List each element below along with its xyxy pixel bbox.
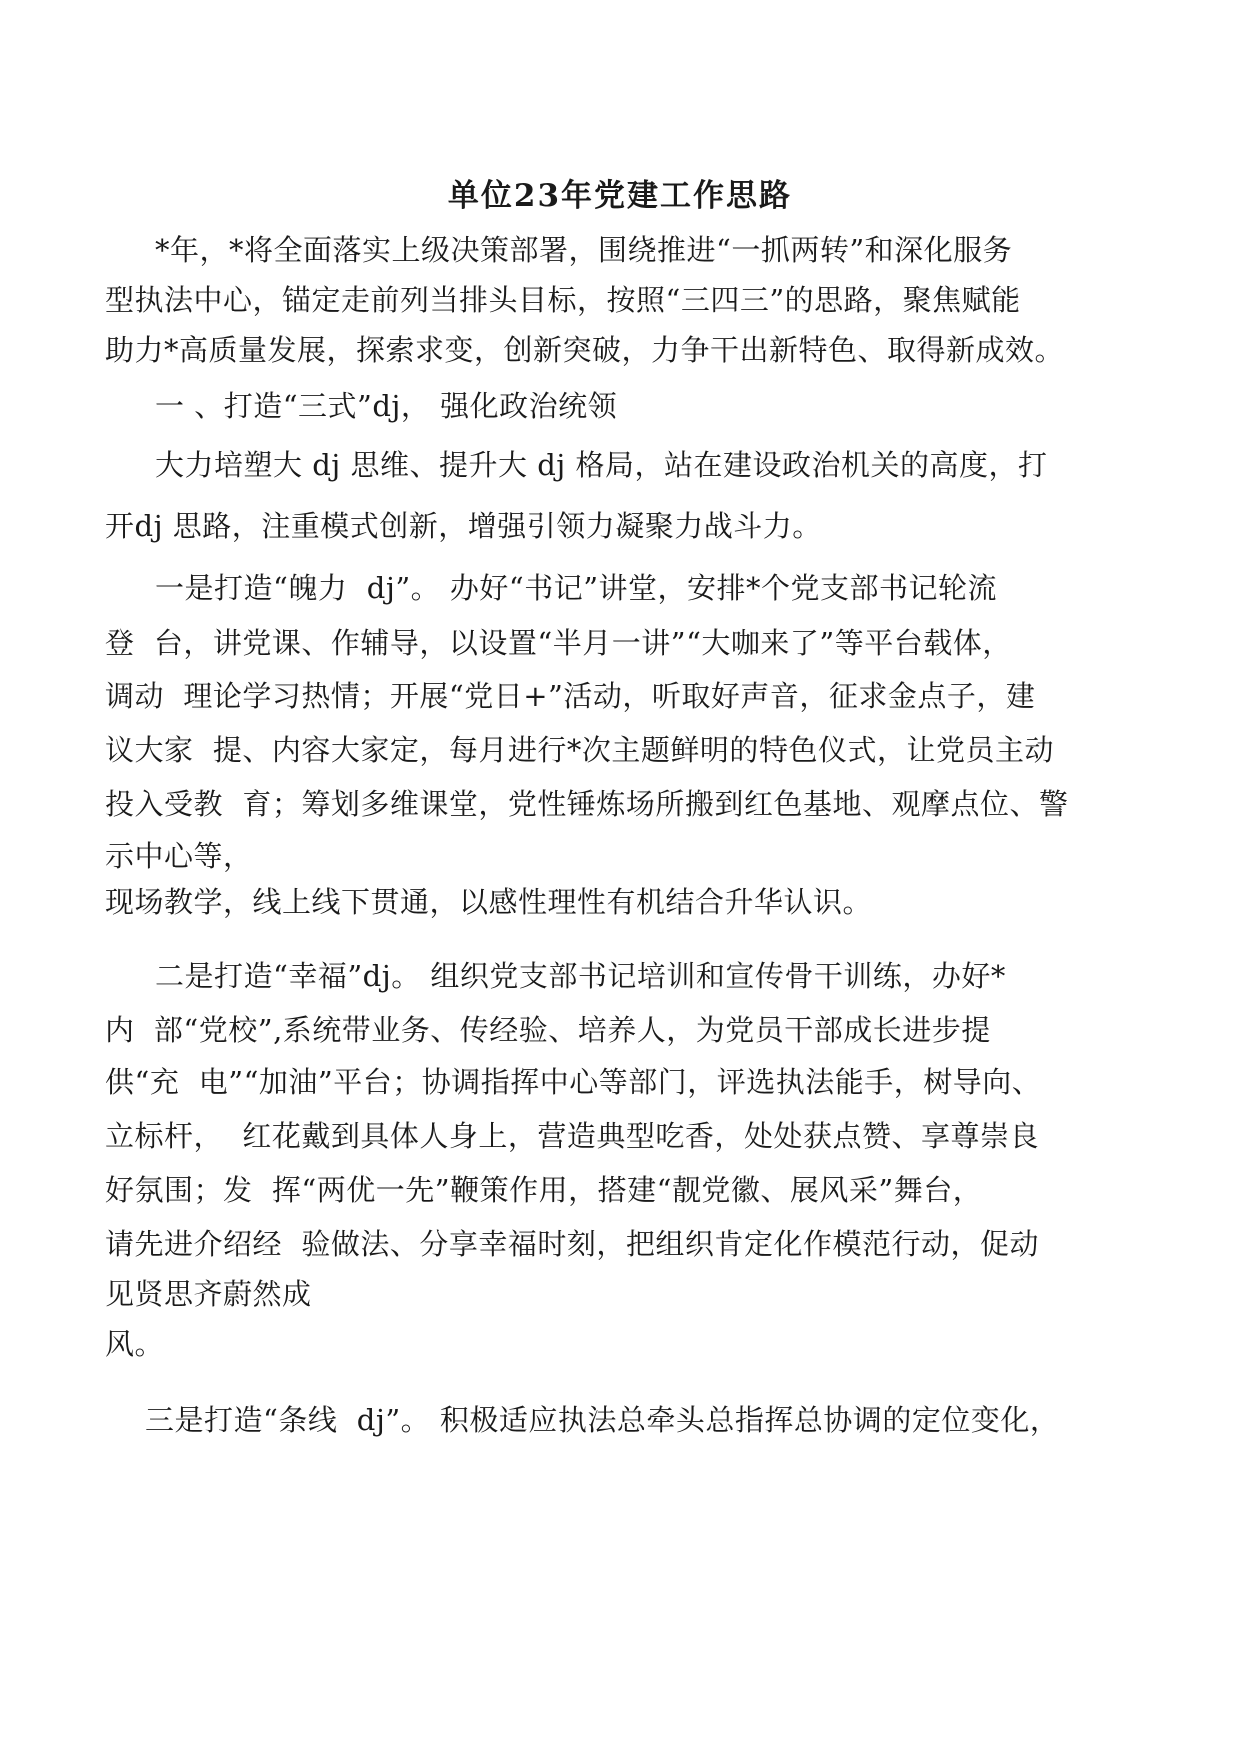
para2-line-8: 风。 xyxy=(105,1327,165,1361)
para2-line-2: 内 部“党校”,系统带业务、传经验、培养人，为党员干部成长进步提 xyxy=(105,1013,991,1047)
para3-line-1: 三是打造“条线 dj”。 积极适应执法总牵头总指挥总协调的定位变化， xyxy=(145,1403,1060,1437)
section1-intro-line-1: 大力培塑大 dj 思维、提升大 dj 格局，站在建设政治机关的高度，打 xyxy=(155,448,1048,482)
para2-line-4: 立标杆， 红花戴到具体人身上，营造典型吃香，处处获点赞、享尊崇良 xyxy=(105,1119,1039,1153)
para1-line-7: 现场教学，线上线下贯通，以感性理性有机结合升华认识。 xyxy=(105,885,873,919)
para1-line-4: 议大家 提、内容大家定，每月进行*次主题鲜明的特色仪式，让党员主动 xyxy=(105,733,1054,767)
para2-line-6: 请先进介绍经 验做法、分享幸福时刻，把组织肯定化作模范行动，促动 xyxy=(105,1227,1039,1261)
para1-line-3: 调动 理论学习热情；开展“党日+”活动，听取好声音，征求金点子，建 xyxy=(105,679,1036,713)
para1-line-1: 一是打造“魄力 dj”。 办好“书记”讲堂，安排*个党支部书记轮流 xyxy=(155,571,998,605)
para1-line-2: 登 台，讲党课、作辅导，以设置“半月一讲”“大咖来了”等平台载体， xyxy=(105,626,1012,660)
para2-line-1: 二是打造“幸福”dj。 组织党支部书记培训和宣传骨干训练，办好* xyxy=(155,959,1006,993)
para2-line-7: 见贤思齐蔚然成 xyxy=(105,1277,312,1311)
section1-intro-line-2: 开dj 思路，注重模式创新，增强引领力凝聚力战斗力。 xyxy=(105,509,822,543)
para1-line-5: 投入受教 育；筹划多维课堂，党性锤炼场所搬到红色基地、观摩点位、警 xyxy=(105,787,1069,821)
para2-line-5: 好氛围；发 挥“两优一先”鞭策作用，搭建“靓党徽、展风采”舞台， xyxy=(105,1173,983,1207)
para1-line-6: 示中心等， xyxy=(105,839,253,873)
para2-line-3: 供“充 电”“加油”平台；协调指挥中心等部门，评选执法能手，树导向、 xyxy=(105,1065,1042,1099)
section-heading-1: 一 、打造“三式”dj， 强化政治统领 xyxy=(155,389,618,423)
intro-line-1: *年，*将全面落实上级决策部署，围绕推进“一抓两转”和深化服务 xyxy=(155,233,1013,267)
intro-line-3: 助力*高质量发展，探索求变，创新突破，力争干出新特色、取得新成效。 xyxy=(105,333,1065,367)
document-title: 单位23年党建工作思路 xyxy=(447,178,793,214)
intro-line-2: 型执法中心，锚定走前列当排头目标，按照“三四三”的思路，聚焦赋能 xyxy=(105,283,1021,317)
